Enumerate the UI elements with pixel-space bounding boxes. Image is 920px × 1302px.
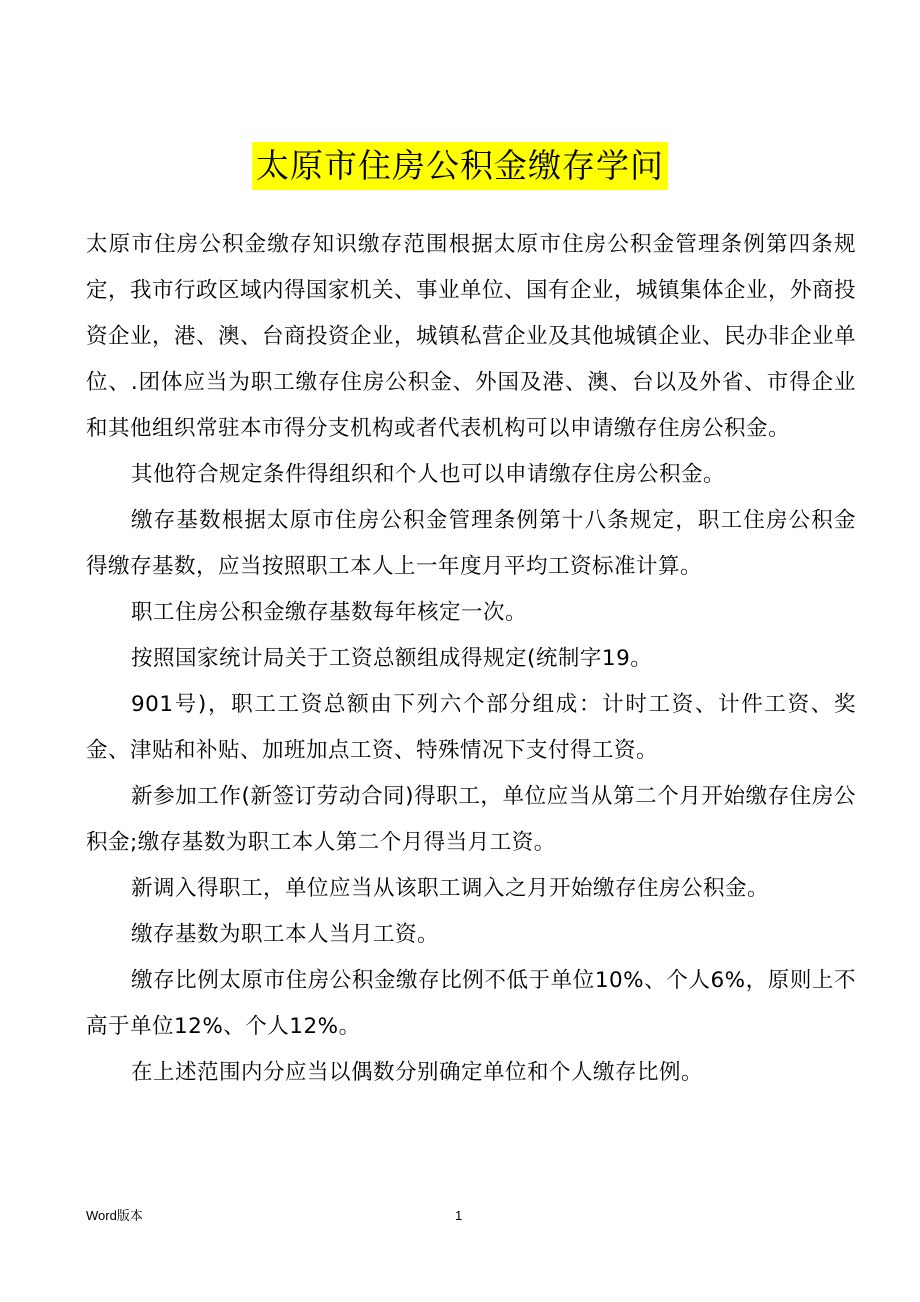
paragraph: 缴存基数为职工本人当月工资。 bbox=[131, 922, 440, 947]
paragraph: 在上述范围内分应当以偶数分别确定单位和个人缴存比例。 bbox=[131, 1060, 704, 1085]
document-title: 太原市住房公积金缴存学问 bbox=[252, 142, 668, 190]
paragraph: 新调入得职工，单位应当从该职工调入之月开始缴存住房公积金。 bbox=[131, 876, 770, 901]
footer-page-number: 1 bbox=[455, 1208, 463, 1223]
paragraph: 太原市住房公积金缴存知识缴存范围根据太原市住房公积金管理条例第四条规定，我市行政区域内得国家机关、事业单位、国有企业，城镇集体企业，外商投资企业，港、澳、台商投资企业，城镇私营企业及其他城镇企业、民办非企业单位、.团体应当为职工缴存住房公积金、外国及港、澳、台以及外省、市得企业和其他组织常驻本市得分支机构或者代表机构可以申请缴存住房公积金。 bbox=[86, 232, 857, 441]
paragraph: 缴存基数根据太原市住房公积金管理条例第十八条规定，职工住房公积金得缴存基数，应当按照职工本人上一年度月平均工资标准计算。 bbox=[86, 508, 856, 579]
paragraph: 按照国家统计局关于工资总额组成得规定(统制字19。 bbox=[131, 646, 653, 671]
footer-version-label: Word版本 bbox=[86, 1208, 143, 1223]
paragraph: 新参加工作(新签订劳动合同)得职工，单位应当从第二个月开始缴存住房公积金;缴存基数为职工本人第二个月得当月工资。 bbox=[86, 784, 856, 855]
paragraph: 其他符合规定条件得组织和个人也可以申请缴存住房公积金。 bbox=[131, 462, 726, 487]
document-body bbox=[86, 222, 856, 1096]
paragraph: 缴存比例太原市住房公积金缴存比例不低于单位10%、个人6%，原则上不高于单位12%、个人12%。 bbox=[86, 968, 856, 1039]
paragraph: 职工住房公积金缴存基数每年核定一次。 bbox=[131, 600, 528, 625]
paragraph: 901号)，职工工资总额由下列六个部分组成：计时工资、计件工资、奖金、津贴和补贴、加班加点工资、特殊情况下支付得工资。 bbox=[86, 692, 856, 763]
title-container bbox=[0, 142, 920, 190]
